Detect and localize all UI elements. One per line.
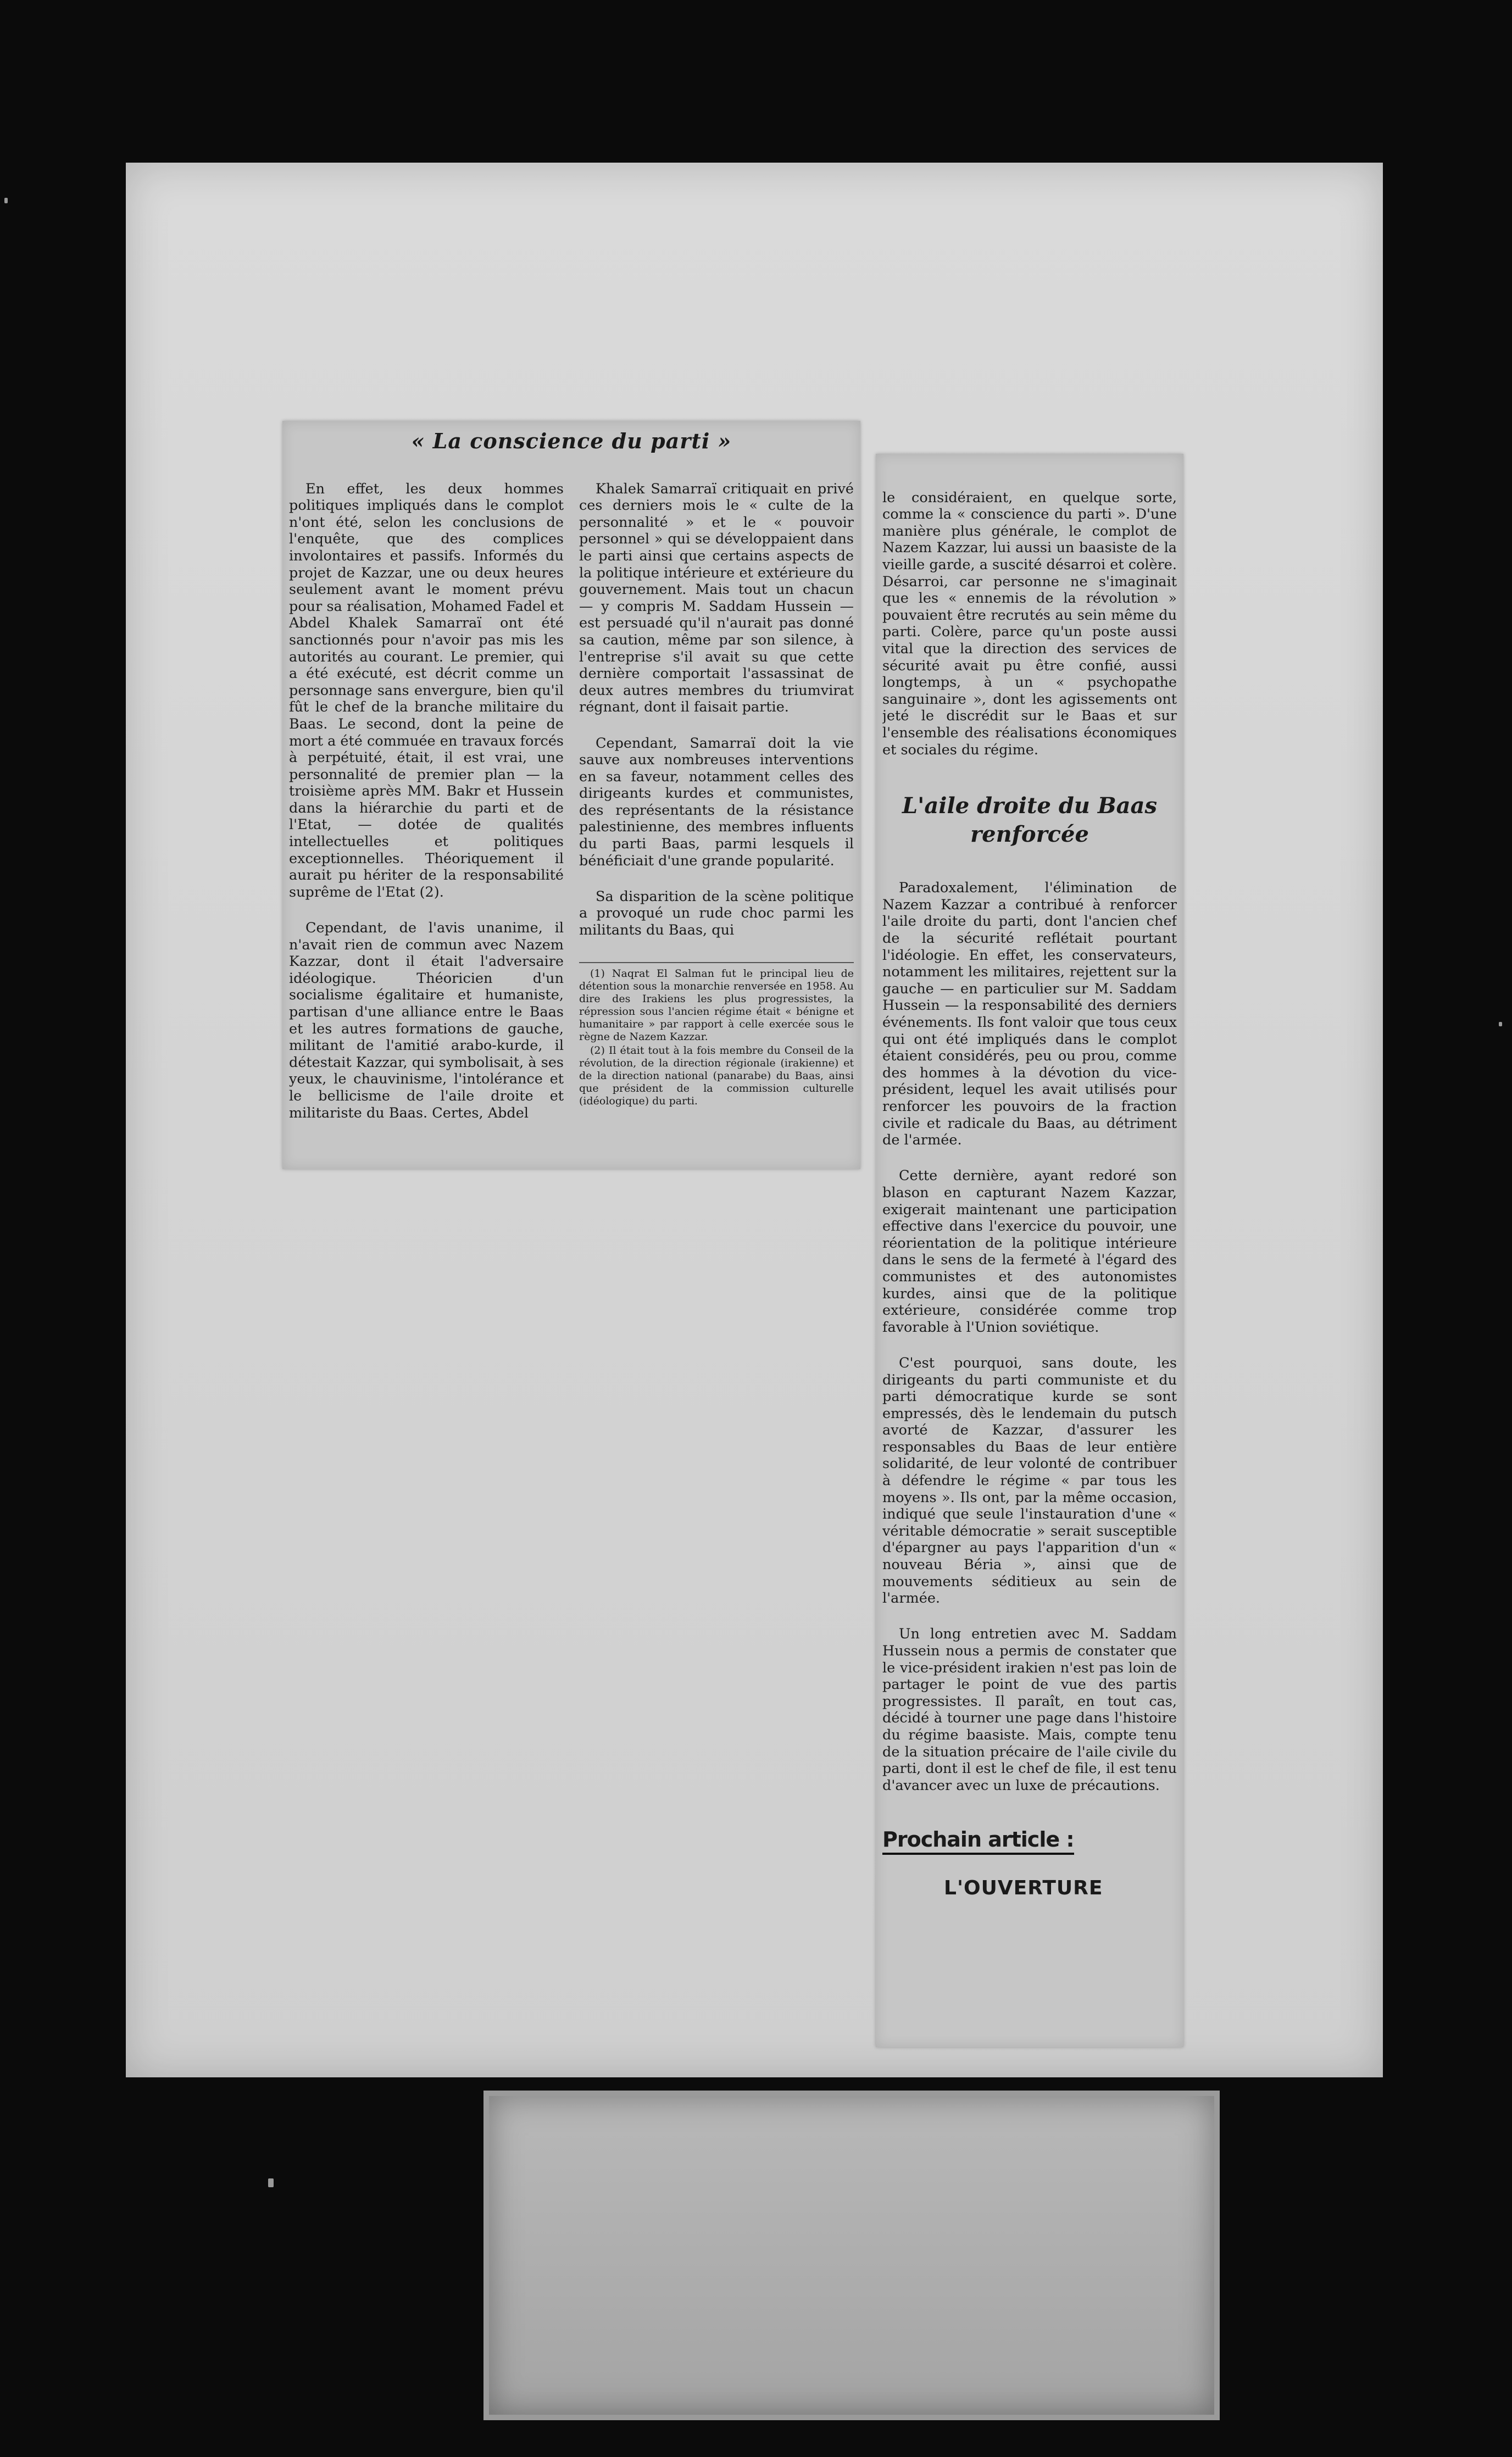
next-article-label: Prochain article : bbox=[882, 1827, 1074, 1855]
clipping-a-column-2 bbox=[579, 464, 854, 1164]
footnotes bbox=[579, 962, 854, 1108]
paragraph: En effet, les deux hommes politiques impliqués dans le complot n'ont été, selon les conclusions de l'enquête, que des complices involontaires et passifs. Informés du projet de Kazzar, une ou deux heures seulement avant le moment prévu pour sa réalisation, Mohamed Fadel et Abdel Khalek Samarraï ont été sanctionnés pour n'avoir pas mis les autorités au courant. Le premier, qui a été exécuté, est décrit comme un personnage sans envergure, bien qu'il fût le chef de la branche militaire du Baas. Le second, dont la peine de mort a été commuée en travaux forcés à perpétuité, était, il est vrai, une personnalité de premier plan — la troisième après MM. Bakr et Hussein dans la hiérarchie du parti et de l'Etat, — dotée de qualités intellectuelles et politiques exceptionnelles. Théoriquement il aurait pu hériter de la responsabilité suprême de l'Etat (2). bbox=[289, 480, 564, 900]
footnote: (2) Il était tout à la fois membre du Conseil de la révolution, de la direction régionale (irakienne) et de la direction national (panarabe) du Baas, ainsi que président de la commission culturelle (idéologique) du parti. bbox=[579, 1044, 854, 1108]
mounting-board bbox=[126, 163, 1383, 2077]
clipping-a-heading: « La conscience du parti » bbox=[411, 429, 732, 453]
paragraph: Un long entretien avec M. Saddam Hussein nous a permis de constater que le vice-président irakien n'est pas loin de partager le point de vue des partis progressistes. Il paraît, en tout cas, décidé à tourner une page dans l'histoire du régime baasiste. Mais, compte tenu de la situation précaire de l'aile civile du parti, dont il est le chef de file, il est tenu d'avancer avec un luxe de précautions. bbox=[882, 1626, 1177, 1794]
paragraph: Cependant, de l'avis unanime, il n'avait rien de commun avec Nazem Kazzar, dont il était l'adversaire idéologique. Théoricien d'un socialisme égalitaire et humaniste, partisan d'une alliance entre le Baas et les autres formations de gauche, militant de l'amitié arabo-kurde, il détestait Kazzar, qui symbolisait, à ses yeux, le chauvinisme, l'intolérance et le bellicisme de l'aile droite et militariste du Baas. Certes, Abdel bbox=[289, 920, 564, 1121]
paragraph: le considéraient, en quelque sorte, comme la « conscience du parti ». D'une manière plus générale, le complot de Nazem Kazzar, lui aussi un baasiste de la vieille garde, a suscité désarroi et colère. Désarroi, car personne ne s'imaginait que les « ennemis de la révolution » pouvaient être recrutés au sein même du parti. Colère, parce qu'un poste aussi vital que la direction des services de sécurité avait pu être confié, aussi longtemps, à un « psychopathe sanguinaire », dont les agissements ont jeté le discrédit sur le Baas et sur l'ensemble des réalisations économiques et sociales du régime. bbox=[882, 489, 1177, 758]
paragraph: Cependant, Samarraï doit la vie sauve aux nombreuses interventions en sa faveur, notamment celles des dirigeants kurdes et communistes, des représentants de la résistance palestinienne, des membres influents du parti Baas, parmi lesquels il bénéficiait d'une grande popularité. bbox=[579, 735, 854, 869]
next-article-title: L'OUVERTURE bbox=[944, 1876, 1103, 1899]
paragraph: Paradoxalement, l'élimination de Nazem Kazzar a contribué à renforcer l'aile droite du parti, dont l'ancien chef de la sécurité reflétait pourtant l'idéologie. En effet, les conservateurs, notamment les militaires, rejettent sur la gauche — en particulier sur M. Saddam Hussein — la responsabilité des derniers événements. Ils font valoir que tous ceux qui ont été impliqués dans le complot étaient considérés, peu ou prou, comme des hommes à la dévotion du vice-président, lequel les avait utilisés pour renforcer les pouvoirs de la fraction civile et radicale du Baas, au détriment de l'armée. bbox=[882, 880, 1177, 1149]
clipping-b-body bbox=[882, 472, 1177, 2042]
paragraph: Cette dernière, ayant redoré son blason en capturant Nazem Kazzar, exigerait maintenant une participation effective dans l'exercice du pouvoir, une réorientation de la politique intérieure dans le sens de la fermeté à l'égard des communistes et des autonomistes kurdes, ainsi que de la politique extérieure, considérée comme trop favorable à l'Union soviétique. bbox=[882, 1168, 1177, 1336]
clipping-a-columns bbox=[289, 464, 854, 1164]
paragraph: Khalek Samarraï critiquait en privé ces derniers mois le « culte de la personnalité » et le « pouvoir personnel » qui se développaient dans le parti ainsi que certains aspects de la politique intérieure et extérieure du gouvernement. Mais tout un chacun — y compris M. Saddam Hussein — est persuadé qu'il n'aurait pas donné sa caution, même par son silence, à l'entreprise s'il avait su que cette dernière comportait l'assassinat de deux autres membres du triumvirat régnant, dont il faisait partie. bbox=[579, 480, 854, 716]
clipping-aile-droite bbox=[876, 454, 1183, 2047]
footnote: (1) Naqrat El Salman fut le principal lieu de détention sous la monarchie renversée en 1958. Au dire des Irakiens les plus progressistes, la répression sous l'ancien régime était « bénigne et humanitaire » par rapport à celle exercée sous le règne de Nazem Kazzar. bbox=[579, 968, 854, 1043]
paragraph: Sa disparition de la scène politique a provoqué un rude choc parmi les militants du Baas, qui bbox=[579, 888, 854, 939]
clipping-conscience-du-parti bbox=[282, 421, 860, 1169]
film-speck bbox=[268, 2178, 274, 2187]
lower-paper-slip bbox=[483, 2091, 1220, 2420]
clipping-b-heading: L'aile droite du Baas renforcée bbox=[902, 792, 1157, 847]
clipping-a-column-1 bbox=[289, 464, 564, 1164]
paragraph: C'est pourquoi, sans doute, les dirigeants du parti communiste et du parti démocratique kurde se sont empressés, dès le lendemain du putsch avorté de Kazzar, d'assurer les responsables du Baas de leur entière solidarité, de leur volonté de contribuer à défendre le régime « par tous les moyens ». Ils ont, par la même occasion, indiqué que seule l'instauration d'une « véritable démocratie » serait susceptible d'épargner au pays l'apparition d'un « nouveau Béria », ainsi que de mouvements séditieux au sein de l'armée. bbox=[882, 1354, 1177, 1607]
film-speck bbox=[1499, 1022, 1502, 1026]
film-speck bbox=[4, 198, 8, 203]
